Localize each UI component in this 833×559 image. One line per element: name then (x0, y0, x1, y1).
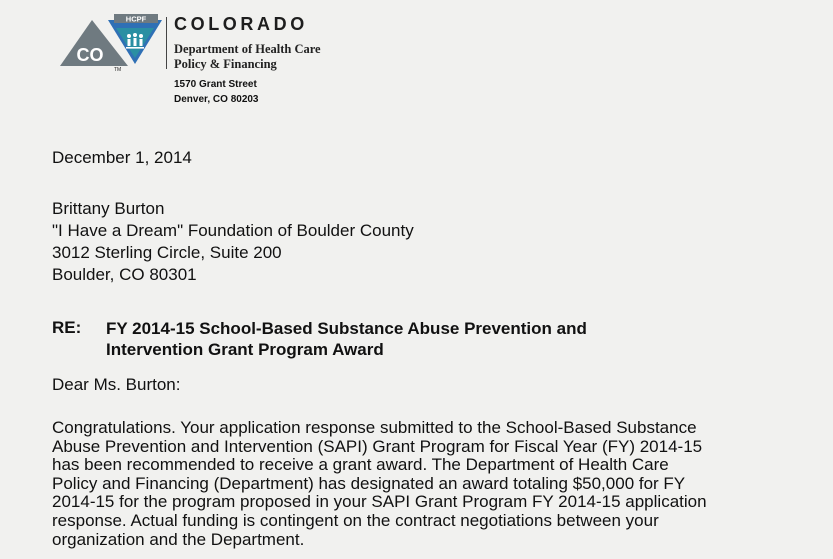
letterhead-address (174, 77, 259, 107)
salutation: Dear Ms. Burton: (52, 375, 181, 394)
re-label: RE: (52, 318, 82, 337)
recipient-name: Brittany Burton (52, 199, 165, 218)
recipient-organization: "I Have a Dream" Foundation of Boulder County (52, 221, 414, 240)
logo-badge-text: HCPF (125, 14, 147, 24)
re-subject-line-2: Intervention Grant Program Award (106, 340, 384, 359)
department-line-2: Policy & Financing (174, 57, 277, 71)
body-line: response. Actual funding is contingent on the contract negotiations between your (52, 510, 659, 530)
recipient-address-block (52, 198, 414, 286)
recipient-street: 3012 Sterling Circle, Suite 200 (52, 243, 282, 262)
colorado-mountain-logo-icon (56, 14, 164, 72)
body-paragraph (52, 419, 812, 549)
address-street: 1570 Grant Street (174, 79, 257, 90)
letter-date: December 1, 2014 (52, 148, 192, 167)
hcpf-logo (56, 14, 164, 72)
logo-trademark: TM (114, 67, 122, 73)
body-line: 2014-15 for the program proposed in your SAPI Grant Program FY 2014-15 application (52, 492, 707, 512)
body-line: Congratulations. Your application response submitted to the School-Based Substance (52, 418, 697, 437)
logo-state-text: CO (76, 45, 104, 65)
department-name (174, 42, 321, 72)
re-subject-line-1: FY 2014-15 School-Based Substance Abuse Prevention and (106, 319, 587, 338)
body-line: Policy and Financing (Department) has designated an award totaling $50,000 for FY (52, 473, 686, 493)
body-line: Abuse Prevention and Intervention (SAPI) Grant Program for Fiscal Year (FY) 2014-15 (52, 436, 703, 456)
department-line-1: Department of Health Care (174, 42, 321, 56)
letterhead-divider (166, 17, 167, 69)
org-name: COLORADO (174, 14, 308, 34)
body-line: has been recommended to receive a grant award. The Department of Health Care (52, 455, 669, 475)
recipient-city: Boulder, CO 80301 (52, 265, 197, 284)
re-subject (106, 318, 587, 360)
body-line: organization and the Department. (52, 529, 305, 549)
address-city: Denver, CO 80203 (174, 94, 259, 105)
